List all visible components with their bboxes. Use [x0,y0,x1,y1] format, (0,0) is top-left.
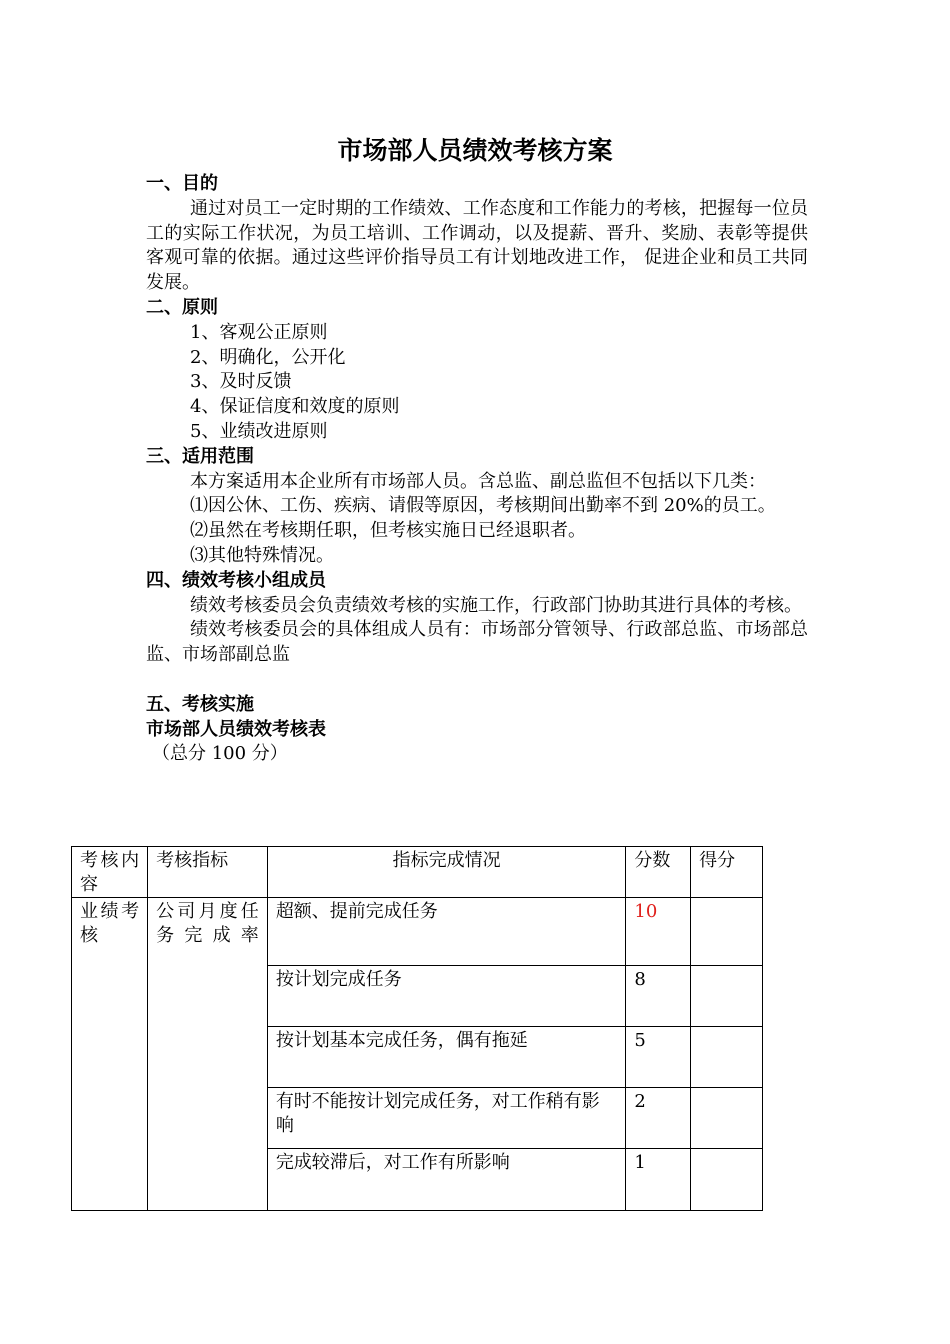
indicator-cell: 公司月度任务完成率 [148,898,268,1211]
header-completion: 指标完成情况 [267,847,626,898]
document-body [146,172,808,767]
principle-item: 2、明确化，公开化 [190,346,346,368]
scope-exclusion-item: ⑶其他特殊情况。 [190,544,334,566]
header-category: 考核内容 [72,847,148,898]
section-heading-committee: 四、绩效考核小组成员 [146,569,326,591]
completion-cell: 按计划基本完成任务，偶有拖延 [267,1027,626,1088]
table-title: 市场部人员绩效考核表 [146,718,326,740]
score-cell: 8 [626,966,691,1027]
principle-item: 3、及时反馈 [190,371,292,393]
completion-cell: 超额、提前完成任务 [267,898,626,966]
committee-paragraph-1: 绩效考核委员会负责绩效考核的实施工作，行政部门协助其进行具体的考核。 [190,594,802,616]
score-cell: 2 [626,1088,691,1149]
earned-score-cell[interactable] [691,898,763,966]
completion-cell: 有时不能按计划完成任务，对工作稍有影响 [267,1088,626,1149]
score-cell: 1 [626,1149,691,1211]
table-header-row [72,847,763,898]
earned-score-cell[interactable] [691,1027,763,1088]
score-cell: 5 [626,1027,691,1088]
principle-item: 1、客观公正原则 [190,321,328,343]
scope-paragraph: 本方案适用本企业所有市场部人员。含总监、副总监但不包括以下几类： [190,470,766,492]
section-heading-scope: 三、适用范围 [146,445,254,467]
table-row [72,898,763,966]
performance-table [71,846,763,1211]
principle-item: 5、业绩改进原则 [190,420,328,442]
completion-cell: 按计划完成任务 [267,966,626,1027]
section-heading-purpose: 一、目的 [146,173,218,194]
earned-score-cell[interactable] [691,966,763,1027]
scope-exclusion-item: ⑵虽然在考核期任职，但考核实施日已经退职者。 [190,520,586,542]
earned-score-cell[interactable] [691,1149,763,1211]
principle-item: 4、保证信度和效度的原则 [190,396,400,418]
completion-cell: 完成较滞后，对工作有所影响 [267,1149,626,1211]
header-score: 分数 [626,847,691,898]
section-heading-implementation: 五、考核实施 [146,693,254,715]
earned-score-cell[interactable] [691,1088,763,1149]
blank-line [146,668,808,693]
purpose-paragraph: 通过对员工一定时期的工作绩效、工作态度和工作能力的考核，把握每一位员工的实际工作状况，为员工培训、工作调动，以及提薪、晋升、奖励、表彰等提供客观可靠的依据。通过这些评价指导员工有计划地改进工作， 促进企业和员工共同发展。 [146,197,808,294]
header-earned: 得分 [691,847,763,898]
score-cell: 10 [626,898,691,966]
committee-paragraph-2: 绩效考核委员会的具体组成人员有：市场部分管领导、行政部总监、市场部总监、市场部副总监 [146,619,808,666]
scope-exclusion-item: ⑴因公休、工伤、疾病、请假等原因，考核期间出勤率不到 20%的员工。 [190,495,776,517]
header-indicator: 考核指标 [148,847,268,898]
section-heading-principles: 二、原则 [146,296,218,318]
total-score-note: （总分 100 分） [152,743,288,765]
category-cell: 业绩考核 [72,898,148,1211]
document-title: 市场部人员绩效考核方案 [337,136,613,165]
